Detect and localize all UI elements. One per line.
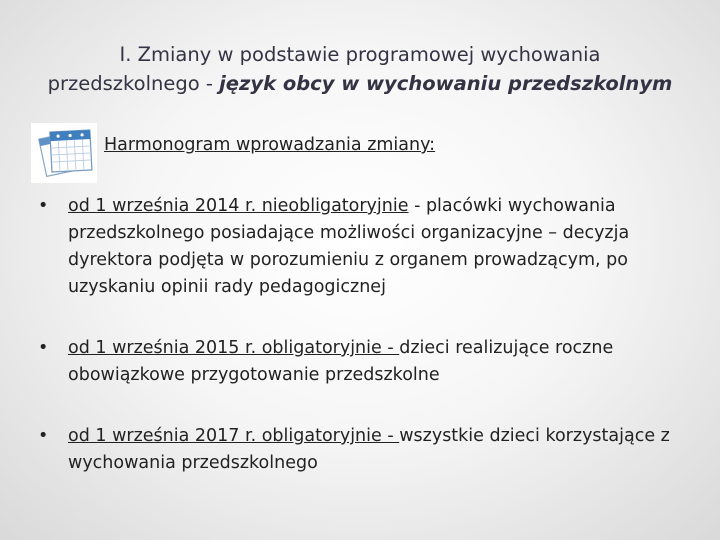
- item-date: od 1 września 2017 r. obligatoryjnie -: [68, 426, 400, 446]
- item-description: wszystkie dzieci korzystające z wychowania przedszkolnego: [68, 426, 670, 473]
- slide-title: [40, 40, 680, 98]
- bullet-list: [38, 193, 688, 477]
- item-description: - placówki wychowania przedszkolnego posiadające możliwości organizacyjne – decyzja dyrektora podjęta w porozumieniu z organem prowadzącym, po uzyskaniu opinii rady pedagogicznej: [68, 196, 630, 297]
- calendar-icon: [31, 123, 97, 183]
- slide-title-line-1: I. Zmiany w podstawie programowej wychowania: [119, 43, 601, 66]
- item-description: dzieci realizujące roczne obowiązkowe przygotowanie przedszkolne: [68, 338, 614, 385]
- schedule-heading: Harmonogram wprowadzania zmiany:: [104, 135, 436, 155]
- slide-title-plain: przedszkolnego -: [47, 72, 220, 95]
- calendar-page-front: [50, 130, 92, 172]
- item-date: od 1 września 2015 r. obligatoryjnie -: [68, 338, 400, 358]
- list-item: [38, 423, 688, 477]
- bullet-marker: •: [38, 426, 49, 446]
- item-date: od 1 września 2014 r. nieobligatoryjnie: [68, 196, 409, 216]
- bullet-marker: •: [38, 338, 49, 358]
- list-item: [38, 193, 688, 301]
- slide-title-line-2: [40, 69, 680, 98]
- bullet-marker: •: [38, 196, 49, 216]
- slide-title-emphasis: język obcy w wychowaniu przedszkolnym: [219, 72, 673, 95]
- list-item: [38, 335, 688, 389]
